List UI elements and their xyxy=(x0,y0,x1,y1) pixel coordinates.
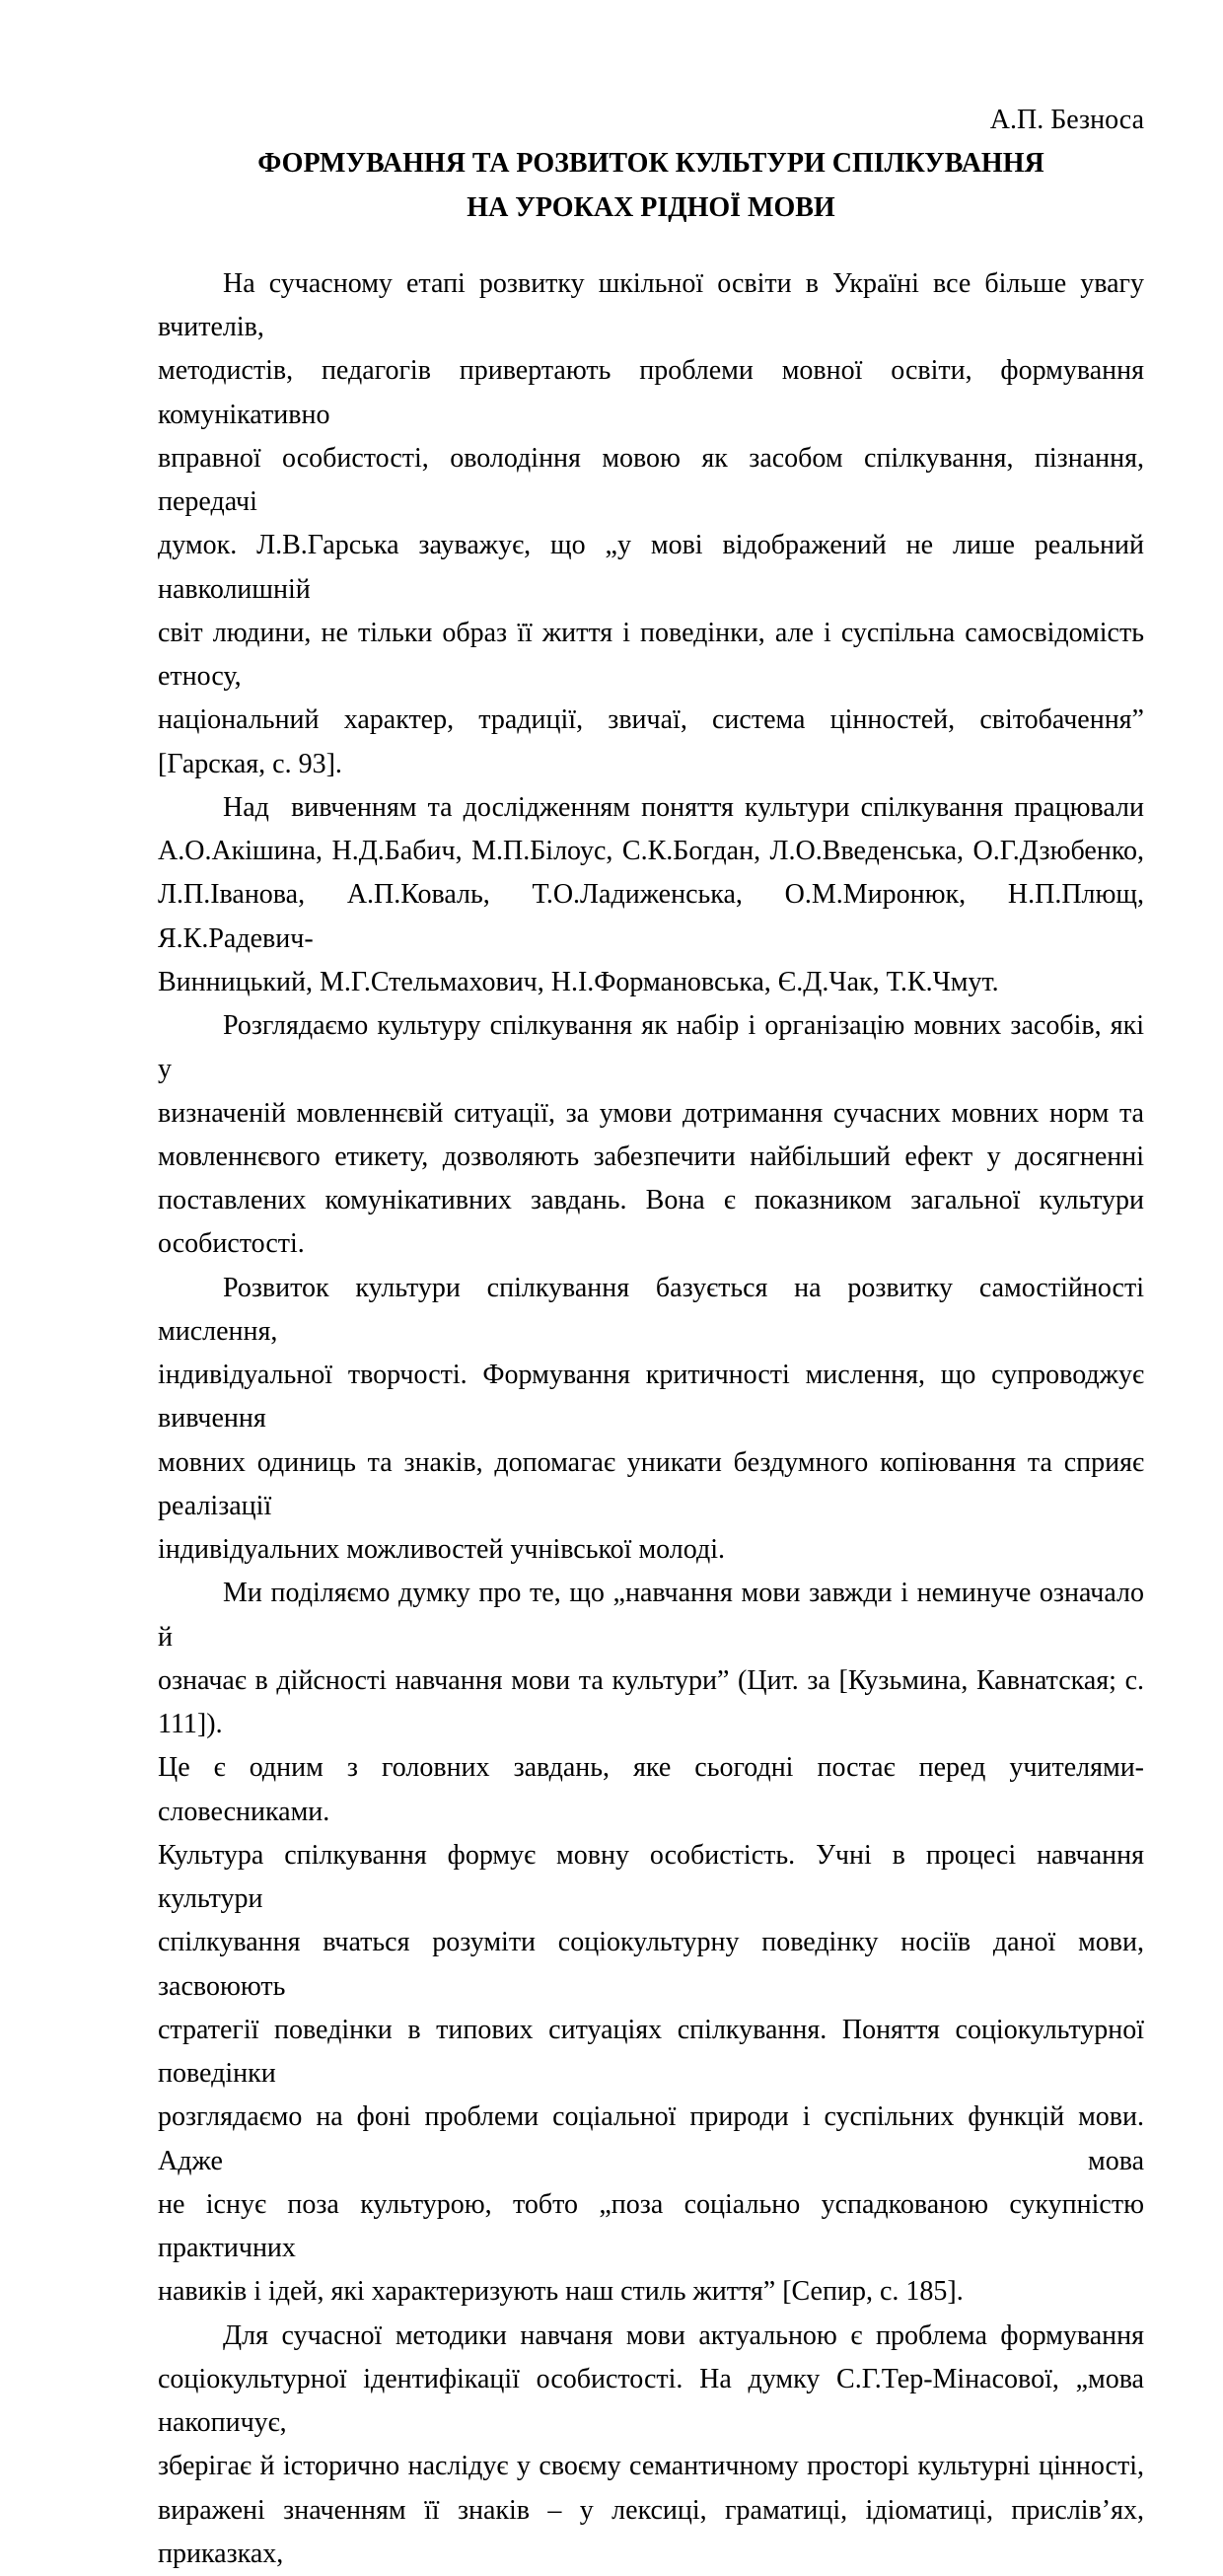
text-line: Над вивченням та дослідженням поняття культури спілкування працювали xyxy=(158,786,1144,830)
text-line: спілкування вчаться розуміти соціокультурну поведінку носіїв даної мови, засвоюють xyxy=(158,1921,1144,2009)
text-line: стратегії поведінки в типових ситуаціях спілкування. Поняття соціокультурної поведінки xyxy=(158,2009,1144,2097)
text-line: Ми поділяємо думку про те, що „навчання мови завжди і неминуче означало й xyxy=(158,1572,1144,1659)
text-line: Це є одним з головних завдань, яке сьогодні постає перед учителями-словесниками. xyxy=(158,1746,1144,1834)
document-body xyxy=(158,262,1144,2576)
text-line: думок. Л.В.Гарська зауважує, що „у мові відображений не лише реальний навколишній xyxy=(158,524,1144,612)
text-line: означає в дійсності навчання мови та культури” (Цит. за [Кузьмина, Кавнатская; с. 111]). xyxy=(158,1659,1144,1747)
text-line: На сучасному етапі розвитку шкільної освіти в Україні все більше увагу вчителів, xyxy=(158,262,1144,350)
paragraph xyxy=(158,1267,1144,1573)
text-line: індивідуальної творчості. Формування критичності мислення, що супроводжує вивчення xyxy=(158,1354,1144,1441)
text-line: Розглядаємо культуру спілкування як набір і організацію мовних засобів, які у xyxy=(158,1004,1144,1092)
title-line-2: НА УРОКАХ РІДНОЇ МОВИ xyxy=(158,186,1144,230)
text-line: мовних одиниць та знаків, допомагає уникати бездумного копіювання та сприяє реалізації xyxy=(158,1441,1144,1529)
text-line: світ людини, не тільки образ її життя і поведінки, але і суспільна самосвідомість етносу, xyxy=(158,612,1144,699)
text-line: зберігає й історично наслідує у своєму семантичному просторі культурні цінності, xyxy=(158,2445,1144,2488)
text-line: Для сучасної методики навчаня мови актуальною є проблема формування xyxy=(158,2315,1144,2358)
text-line: Розвиток культури спілкування базується на розвитку самостійності мислення, xyxy=(158,1267,1144,1355)
paragraph xyxy=(158,2315,1144,2576)
text-line: індивідуальних можливостей учнівської молоді. xyxy=(158,1528,1144,1572)
text-line: виражені значенням її знаків – у лексиці, граматиці, ідіоматиці, прислів’ях, приказках, xyxy=(158,2489,1144,2576)
text-line: соціокультурної ідентифікації особистості. На думку С.Г.Тер-Мінасової, „мова накопичує, xyxy=(158,2358,1144,2446)
text-line: Культура спілкування формує мовну особистість. Учні в процесі навчання культури xyxy=(158,1834,1144,1922)
text-line: Л.П.Іванова, А.П.Коваль, Т.О.Ладиженська, О.М.Миронюк, Н.П.Плющ, Я.К.Радевич- xyxy=(158,873,1144,961)
text-line: не існує поза культурою, тобто „поза соціально успадкованою сукупністю практичних xyxy=(158,2183,1144,2271)
text-line: вправної особистості, оволодіння мовою як засобом спілкування, пізнання, передачі xyxy=(158,437,1144,525)
text-line: національний характер, традиції, звичаї, система цінностей, світобачення” [Гарская, с. 93]. xyxy=(158,699,1144,786)
paragraph xyxy=(158,1572,1144,2314)
paragraph xyxy=(158,262,1144,786)
text-line: мовленнєвого етикету, дозволяють забезпечити найбільший ефект у досягненні xyxy=(158,1136,1144,1179)
text-line: Винницький, М.Г.Стельмахович, Н.І.Формановська, Є.Д.Чак, Т.К.Чмут. xyxy=(158,961,1144,1004)
text-line: розглядаємо на фоні проблеми соціальної природи і суспільних функцій мови. Адже мова xyxy=(158,2096,1144,2183)
article-title xyxy=(158,142,1144,230)
title-line-1: ФОРМУВАННЯ ТА РОЗВИТОК КУЛЬТУРИ СПІЛКУВАННЯ xyxy=(158,142,1144,185)
author-line: А.П. Безноса xyxy=(158,99,1144,142)
text-line: поставлених комунікативних завдань. Вона є показником загальної культури особистості. xyxy=(158,1179,1144,1267)
paragraph xyxy=(158,1004,1144,1267)
text-line: навиків і ідей, які характеризують наш стиль життя” [Сепир, с. 185]. xyxy=(158,2270,1144,2314)
text-line: А.О.Акішина, Н.Д.Бабич, М.П.Білоус, С.К.Богдан, Л.О.Введенська, О.Г.Дзюбенко, xyxy=(158,830,1144,873)
text-line: методистів, педагогів привертають проблеми мовної освіти, формування комунікативно xyxy=(158,349,1144,437)
paragraph xyxy=(158,786,1144,1004)
text-line: визначеній мовленнєвій ситуації, за умови дотримання сучасних мовних норм та xyxy=(158,1092,1144,1136)
